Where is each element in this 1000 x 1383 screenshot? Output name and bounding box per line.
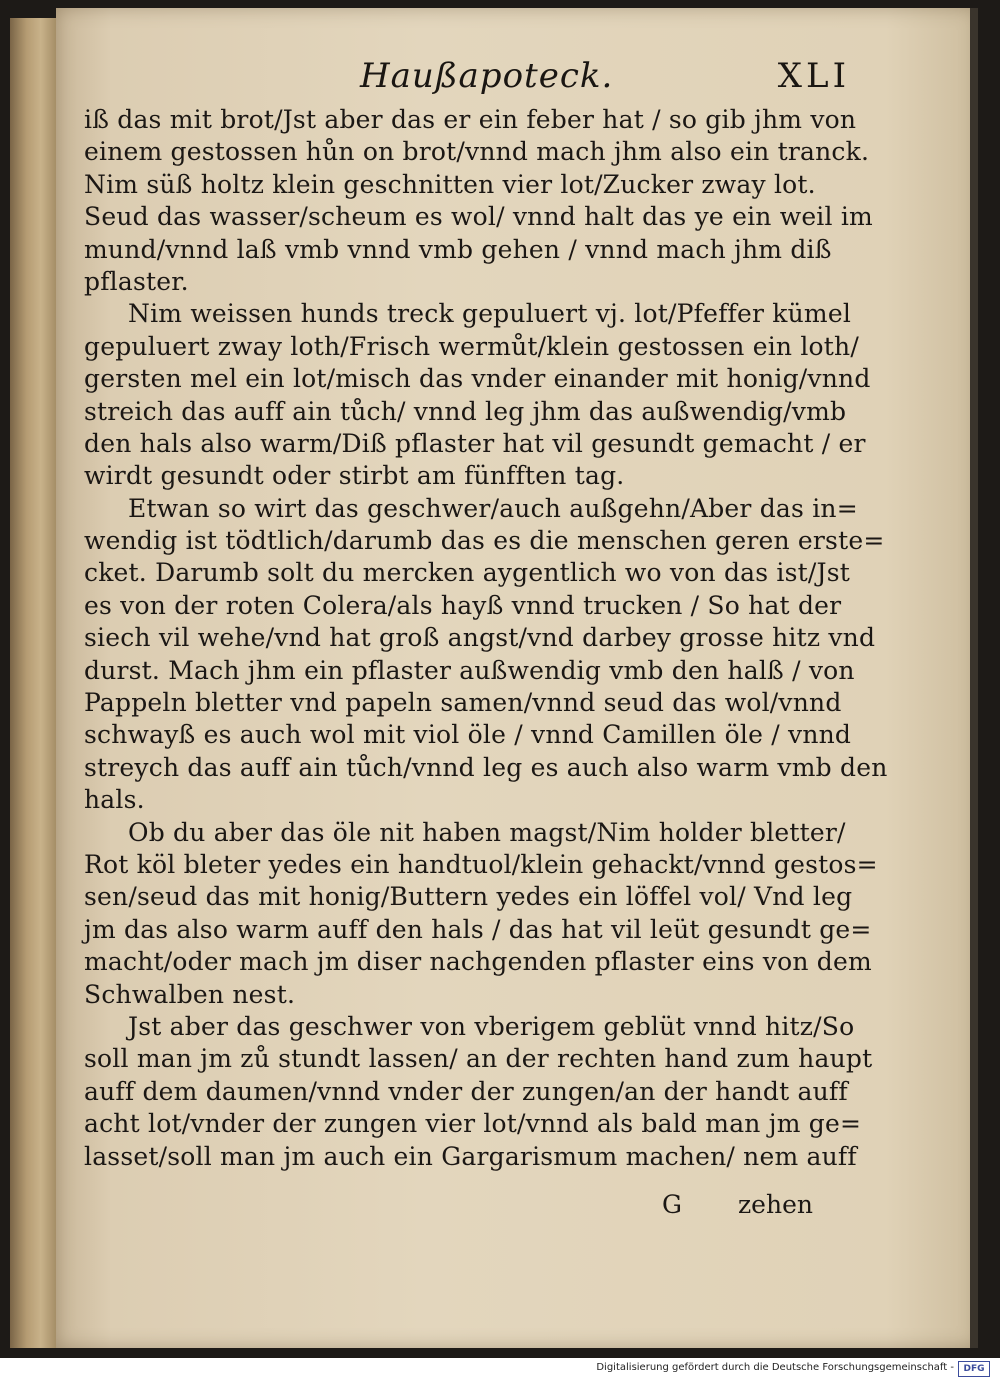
text-line: siech vil wehe/vnd hat groß angst/vnd darbey grosse hitz vnd bbox=[84, 623, 876, 653]
text-line: Rot köl bleter yedes ein handtuol/klein gehackt/vnnd gestos= bbox=[84, 849, 878, 879]
text-line: macht/oder mach jm diser nachgenden pflaster eins von dem bbox=[84, 947, 872, 977]
running-head bbox=[300, 54, 860, 102]
running-title: Haußapoteck. bbox=[360, 56, 614, 96]
text-line: Pappeln bletter vnd papeln samen/vnnd seud das wol/vnnd bbox=[84, 688, 842, 718]
text-line: cket. Darumb solt du mercken aygentlich wo von das ist/Jst bbox=[84, 558, 851, 588]
text-line: mund/vnnd laß vmb vnnd vmb gehen / vnnd mach jhm diß bbox=[84, 234, 832, 264]
text-line: wendig ist tödtlich/darumb das es die menschen geren erste= bbox=[84, 526, 885, 556]
text-line: Jst aber das geschwer von vberigem geblüt vnnd hitz/So bbox=[128, 1011, 855, 1041]
text-line: iß das mit brot/Jst aber das er ein feber hat / so gib jhm von bbox=[84, 105, 857, 134]
signature-mark: G bbox=[662, 1190, 682, 1219]
catchword: zehen bbox=[738, 1190, 813, 1219]
text-line: durst. Mach jhm ein pflaster außwendig vmb den halß / von bbox=[84, 655, 855, 685]
text-line: streich das auff ain tůch/ vnnd leg jhm das außwendig/vmb bbox=[84, 396, 847, 426]
text-line: auff dem daumen/vnnd vnder der zungen/an der handt auff bbox=[84, 1076, 848, 1106]
text-line: schwayß es auch wol mit viol öle / vnnd Camillen öle / vnnd bbox=[84, 720, 852, 750]
text-line: lasset/soll man jm auch ein Gargarismum machen/ nem auff bbox=[84, 1141, 857, 1171]
folio-number: XLI bbox=[777, 56, 850, 96]
text-line: gepuluert zway loth/Frisch wermůt/klein gestossen ein loth/ bbox=[84, 331, 859, 361]
text-line: gersten mel ein lot/misch das vnder einander mit honig/vnnd bbox=[84, 364, 871, 394]
text-line: soll man jm zů stundt lassen/ an der rechten hand zum haupt bbox=[84, 1044, 873, 1074]
text-line: acht lot/vnder der zungen vier lot/vnnd als bald man jm ge= bbox=[84, 1109, 862, 1139]
text-line: Etwan so wirt das geschwer/auch außgehn/Aber das in= bbox=[128, 493, 858, 523]
text-line: sen/seud das mit honig/Buttern yedes ein löffel vol/ Vnd leg bbox=[84, 882, 853, 912]
text-line: einem gestossen hůn on brot/vnnd mach jhm also ein tranck. bbox=[84, 137, 870, 167]
text-line: Schwalben nest. bbox=[84, 979, 296, 1009]
text-line: Nim süß holtz klein geschnitten vier lot/Zucker zway lot. bbox=[84, 169, 816, 199]
text-line: es von der roten Colera/als hayß vnnd trucken / So hat der bbox=[84, 590, 842, 620]
footer-bar bbox=[0, 1358, 1000, 1383]
text-line: Seud das wasser/scheum es wol/ vnnd halt das ye ein weil im bbox=[84, 202, 873, 232]
funding-credit: Digitalisierung gefördert durch die Deutsche Forschungsgemeinschaft - bbox=[596, 1362, 954, 1373]
text-line: Nim weissen hunds treck gepuluert vj. lot/Pfeffer kümel bbox=[128, 299, 852, 329]
text-block bbox=[84, 104, 888, 1173]
text-line: wirdt gesundt oder stirbt am fünfften tag. bbox=[84, 461, 625, 491]
text-line: Ob du aber das öle nit haben magst/Nim holder bletter/ bbox=[128, 817, 846, 847]
text-line: den hals also warm/Diß pflaster hat vil gesundt gemacht / er bbox=[84, 428, 866, 458]
text-line: jm das also warm auff den hals / das hat vil leüt gesundt ge= bbox=[84, 914, 872, 944]
dfg-logo: DFG bbox=[958, 1361, 990, 1377]
text-line: streych das auff ain tůch/vnnd leg es auch also warm vmb den bbox=[84, 752, 888, 782]
text-line: pflaster. bbox=[84, 266, 189, 296]
text-line: hals. bbox=[84, 785, 145, 815]
